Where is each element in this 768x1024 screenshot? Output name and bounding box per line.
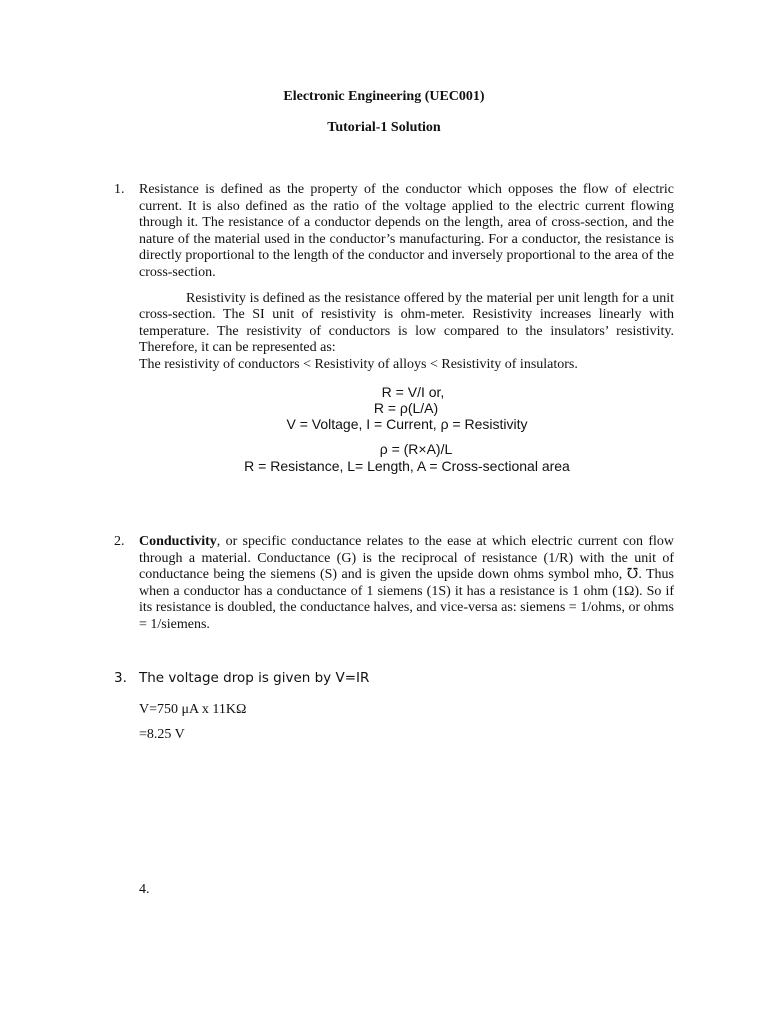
document-title: Electronic Engineering (UEC001) bbox=[283, 89, 485, 104]
answer-1-paragraph-1: Resistance is defined as the property of the conductor which opposes the flow of electric current. It is also defined as the ratio of the voltage applied to the electric current flowing through it. The resistance of a conductor depends on the length, area of cross-section, and the nature of the material used in the conductor’s manufacturing. For a conductor, the resistance is directly proportional to the length of the conductor and inversely proportional to the area of the cross-section. bbox=[139, 182, 674, 280]
conductivity-term: Conductivity bbox=[139, 534, 217, 549]
answer-2-paragraph bbox=[139, 534, 674, 634]
answer-3-text: The voltage drop is given by V=IR bbox=[139, 670, 370, 686]
answer-2 bbox=[114, 534, 674, 634]
answer-3-result: =8.25 V bbox=[139, 727, 185, 742]
answer-2-text: , or specific conductance relates to the ease at which electric current con flow through a material. Conductance (G) is the reciprocal of resistance (1/R) with the unit of conductance being the siemens (S) and is given the upside down ohms symbol mho, ℧. Thus when a conductor has a conductance of 1 siemens (1S) it has a resistance is 1 ohm (1Ω). So if its resistance is doubled, the conductance halves, and vice-versa as: siemens = 1/ohms, or ohms = 1/siemens. bbox=[139, 534, 674, 632]
equation-resistance-ohm: R = V/I or, bbox=[381, 384, 445, 400]
answer-3 bbox=[114, 670, 674, 687]
answer-4-number: 4. bbox=[139, 882, 150, 897]
equation-resistance-resistivity: R = ρ(L/A) bbox=[373, 400, 439, 416]
equation-resistivity: ρ = (R×A)/L bbox=[379, 441, 453, 457]
answer-2-number: 2. bbox=[114, 534, 125, 549]
answer-3-calculation: V=750 μA x 11KΩ bbox=[139, 702, 247, 717]
equation-legend-1: V = Voltage, I = Current, ρ = Resistivity bbox=[286, 416, 528, 432]
answer-1-number: 1. bbox=[114, 182, 125, 197]
answer-1-paragraph-2-last: The resistivity of conductors < Resistivity of alloys < Resistivity of insulators. bbox=[139, 356, 578, 372]
answer-1-paragraph-2: Resistivity is defined as the resistance offered by the material per unit length for a unit cross-section. The SI unit of resistivity is ohm-meter. Resistivity increases linearly with temperature. The resistivity of conductors is low compared to the insulators’ resistivity. Therefore, it can be represented as: bbox=[139, 290, 674, 356]
document-subtitle: Tutorial-1 Solution bbox=[327, 120, 441, 135]
answer-3-number: 3. bbox=[114, 670, 127, 686]
equation-legend-2: R = Resistance, L= Length, A = Cross-sectional area bbox=[244, 458, 570, 474]
answer-1 bbox=[114, 182, 674, 374]
